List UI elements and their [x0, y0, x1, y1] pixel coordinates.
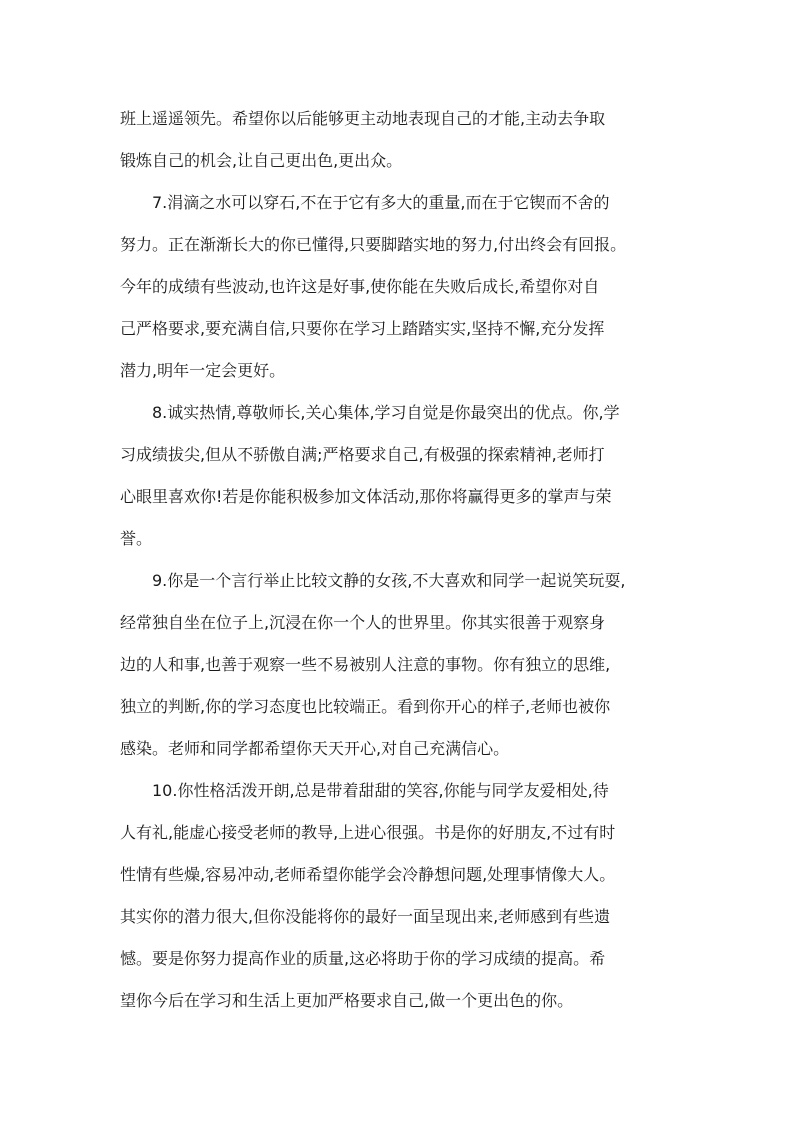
text-line: 潜力,明年一定会更好。: [120, 361, 286, 380]
document-body: [120, 98, 678, 1022]
text-line: 8.诚实热情,尊敬师长,关心集体,学习自觉是你最突出的优点。你,学: [152, 403, 620, 422]
text-line: 性情有些燥,容易冲动,老师希望你能学会冷静想问题,处理事情像大人。: [120, 865, 616, 884]
paragraph-9: [120, 560, 678, 770]
text-line: 10.你性格活泼开朗,总是带着甜甜的笑容,你能与同学友爱相处,待: [152, 781, 609, 800]
text-line: 心眼里喜欢你!若是你能积极参加文体活动,那你将赢得更多的掌声与荣: [120, 487, 612, 506]
text-line: 人有礼,能虚心接受老师的教导,上进心很强。书是你的好朋友,不过有时: [120, 823, 616, 842]
text-line: 誉。: [120, 529, 153, 548]
text-line: 己严格要求,要充满自信,只要你在学习上踏踏实实,坚持不懈,充分发挥: [120, 319, 605, 338]
paragraph-10: [120, 770, 678, 1022]
text-line: 7.涓滴之水可以穿石,不在于它有多大的重量,而在于它锲而不舍的: [152, 193, 610, 212]
text-line: 努力。正在渐渐长大的你已懂得,只要脚踏实地的努力,付出终会有回报。: [120, 235, 627, 254]
paragraph-1: [120, 98, 678, 182]
text-line: 感染。老师和同学都希望你天天开心,对自己充满信心。: [120, 739, 510, 758]
text-line: 经常独自坐在位子上,沉浸在你一个人的世界里。你其实很善于观察身: [120, 613, 606, 632]
text-line: 班上遥遥领先。希望你以后能够更主动地表现自己的才能,主动去争取: [120, 109, 606, 128]
text-line: 锻炼自己的机会,让自己更出色,更出众。: [120, 151, 403, 170]
text-line: 习成绩拔尖,但从不骄傲自满;严格要求自己,有极强的探索精神,老师打: [120, 445, 605, 464]
paragraph-8: [120, 392, 678, 560]
text-line: 其实你的潜力很大,但你没能将你的最好一面呈现出来,老师感到有些遗: [120, 907, 611, 926]
text-line: 今年的成绩有些波动,也许这是好事,使你能在失败后成长,希望你对自: [120, 277, 600, 296]
paragraph-7: [120, 182, 678, 392]
text-line: 边的人和事,也善于观察一些不易被别人注意的事物。你有独立的思维,: [120, 655, 611, 674]
text-line: 独立的判断,你的学习态度也比较端正。看到你开心的样子,老师也被你: [120, 697, 611, 716]
text-line: 9.你是一个言行举止比较文静的女孩,不大喜欢和同学一起说笑玩耍,: [152, 571, 626, 590]
text-line: 憾。要是你努力提高作业的质量,这必将助于你的学习成绩的提高。希: [120, 949, 606, 968]
text-line: 望你今后在学习和生活上更加严格要求自己,做一个更出色的你。: [120, 991, 574, 1010]
